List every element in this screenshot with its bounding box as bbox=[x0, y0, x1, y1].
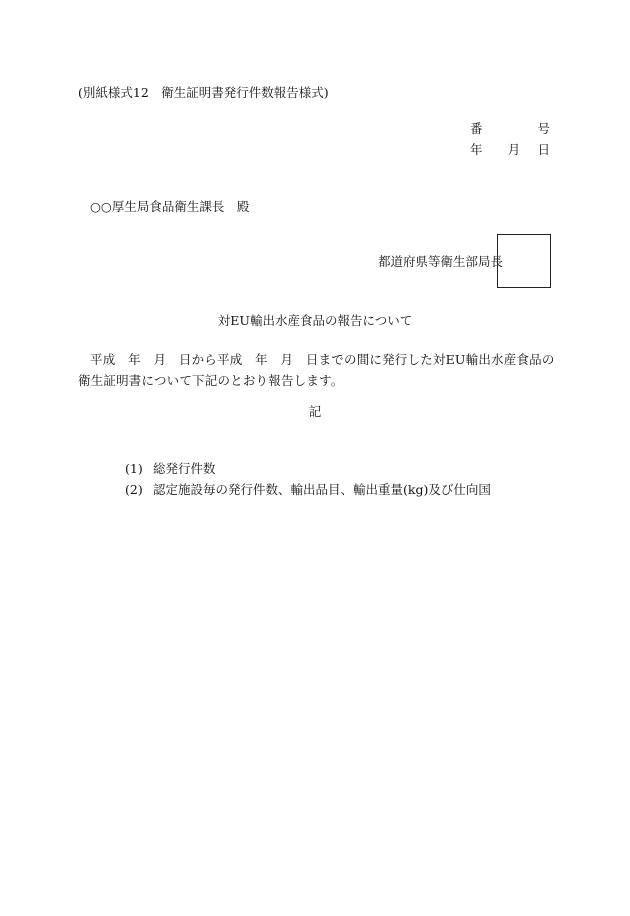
list-item bbox=[125, 463, 216, 476]
ki-heading: 記 bbox=[308, 404, 322, 419]
list-item-number: (2) bbox=[125, 482, 143, 497]
list-item-number: (1) bbox=[125, 461, 143, 476]
number-suffix: 号 bbox=[537, 121, 550, 136]
seal-box bbox=[497, 234, 551, 288]
date-month: 月 bbox=[507, 142, 521, 157]
subject-title: 対EU輸出水産食品の報告について bbox=[217, 313, 413, 328]
list-item bbox=[125, 484, 491, 497]
date-year: 年 bbox=[470, 142, 483, 157]
form-label: (別紙様式12 衛生証明書発行件数報告様式) bbox=[78, 85, 329, 100]
document-date-line bbox=[470, 144, 550, 157]
document-number-line bbox=[470, 123, 550, 136]
date-day: 日 bbox=[537, 142, 550, 157]
number-label: 番 bbox=[470, 121, 483, 136]
sender: 都道府県等衛生部局長 bbox=[378, 254, 504, 269]
list-item-text: 認定施設毎の発行件数、輸出品目、輸出重量(kg)及び仕向国 bbox=[153, 482, 491, 497]
addressee: ○○厚生局食品衛生課長 殿 bbox=[90, 199, 250, 214]
list-item-text: 総発行件数 bbox=[153, 461, 216, 476]
body-paragraph: 平成 年 月 日から平成 年 月 日までの間に発行した対EU輸出水産食品の衛生証明書について下記のとおり報告します。 bbox=[78, 352, 555, 388]
